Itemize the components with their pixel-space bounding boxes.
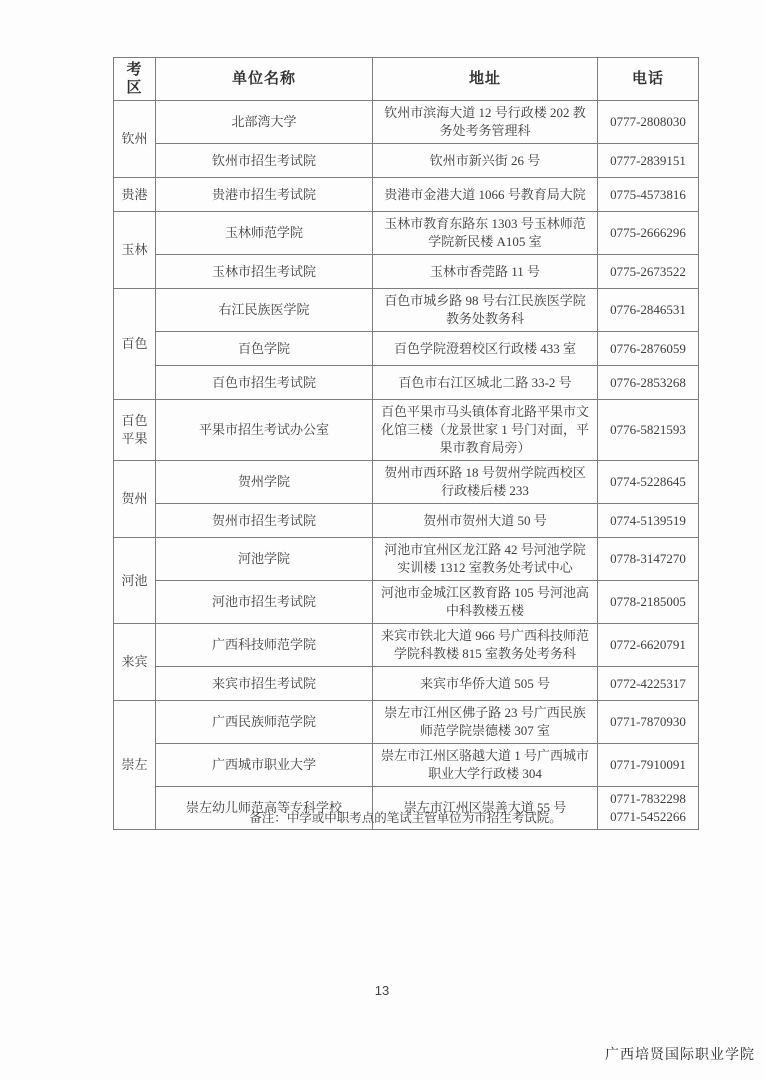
address-cell: 崇左市江州区佛子路 23 号广西民族师范学院崇德楼 307 室 <box>373 701 598 744</box>
table-row <box>114 400 699 461</box>
area-cell: 崇左 <box>114 701 156 830</box>
phone-cell: 0776-2853268 <box>598 366 699 400</box>
table-row <box>114 332 699 366</box>
phone-cell: 0776-2876059 <box>598 332 699 366</box>
table-row <box>114 366 699 400</box>
address-cell: 崇左市江州区骆越大道 1 号广西城市职业大学行政楼 304 <box>373 744 598 787</box>
area-cell: 贺州 <box>114 461 156 538</box>
unit-cell: 河池市招生考试院 <box>156 581 373 624</box>
table-row <box>114 744 699 787</box>
address-cell: 百色市右江区城北二路 33-2 号 <box>373 366 598 400</box>
phone-cell: 0778-3147270 <box>598 538 699 581</box>
phone-cell: 0771-7870930 <box>598 701 699 744</box>
exam-table-body <box>114 101 699 830</box>
unit-cell: 来宾市招生考试院 <box>156 667 373 701</box>
address-cell: 贺州市西环路 18 号贺州学院西校区行政楼后楼 233 <box>373 461 598 504</box>
area-cell: 百色平果 <box>114 400 156 461</box>
unit-cell: 百色市招生考试院 <box>156 366 373 400</box>
phone-cell: 0778-2185005 <box>598 581 699 624</box>
phone-cell: 0771-7832298 0771-5452266 <box>598 787 699 830</box>
table-footnote: 备注：中学或中职考点的笔试主管单位为市招生考试院。 <box>249 811 562 825</box>
unit-cell: 广西城市职业大学 <box>156 744 373 787</box>
unit-cell: 钦州市招生考试院 <box>156 144 373 178</box>
unit-cell: 贺州学院 <box>156 461 373 504</box>
phone-cell: 0771-7910091 <box>598 744 699 787</box>
area-cell: 百色 <box>114 289 156 400</box>
table-row <box>114 212 699 255</box>
table-row <box>114 101 699 144</box>
table-row <box>114 255 699 289</box>
address-cell: 崇左市江州区崇善大道 55 号 <box>373 787 598 830</box>
unit-cell: 右江民族医学院 <box>156 289 373 332</box>
address-cell: 百色市城乡路 98 号右江民族医学院教务处教务科 <box>373 289 598 332</box>
address-cell: 来宾市铁北大道 966 号广西科技师范学院科教楼 815 室教务处考务科 <box>373 624 598 667</box>
address-cell: 贵港市金港大道 1066 号教育局大院 <box>373 178 598 212</box>
address-cell: 百色学院澄碧校区行政楼 433 室 <box>373 332 598 366</box>
phone-cell: 0774-5228645 <box>598 461 699 504</box>
phone-cell: 0776-5821593 <box>598 400 699 461</box>
address-cell: 河池市宜州区龙江路 42 号河池学院实训楼 1312 室教务处考试中心 <box>373 538 598 581</box>
exam-locations-table <box>113 57 699 830</box>
area-cell: 贵港 <box>114 178 156 212</box>
area-cell: 河池 <box>114 538 156 624</box>
table-row <box>114 538 699 581</box>
unit-cell: 崇左幼儿师范高等专科学校 <box>156 787 373 830</box>
address-cell: 玉林市教育东路东 1303 号玉林师范学院新民楼 A105 室 <box>373 212 598 255</box>
unit-cell: 玉林师范学院 <box>156 212 373 255</box>
unit-cell: 广西科技师范学院 <box>156 624 373 667</box>
column-header-unit-name: 单位名称 <box>156 58 373 101</box>
phone-cell: 0775-2666296 <box>598 212 699 255</box>
area-cell: 来宾 <box>114 624 156 701</box>
address-cell: 百色平果市马头镇体育北路平果市文化馆三楼（龙景世家 1 号门对面，平果市教育局旁） <box>373 400 598 461</box>
phone-cell: 0774-5139519 <box>598 504 699 538</box>
phone-cell: 0777-2839151 <box>598 144 699 178</box>
phone-cell: 0775-2673522 <box>598 255 699 289</box>
table-row <box>114 581 699 624</box>
table-header-row <box>114 58 699 101</box>
table-row <box>114 701 699 744</box>
page-number: 13 <box>374 983 390 998</box>
unit-cell: 广西民族师范学院 <box>156 701 373 744</box>
column-header-address: 地址 <box>373 58 598 101</box>
address-cell: 来宾市华侨大道 505 号 <box>373 667 598 701</box>
table-row <box>114 144 699 178</box>
table-row <box>114 624 699 667</box>
table-row <box>114 461 699 504</box>
footer-brand: 广西培贤国际职业学院 <box>605 1048 755 1063</box>
phone-cell: 0772-4225317 <box>598 667 699 701</box>
phone-cell: 0776-2846531 <box>598 289 699 332</box>
unit-cell: 贵港市招生考试院 <box>156 178 373 212</box>
phone-cell: 0772-6620791 <box>598 624 699 667</box>
phone-cell: 0775-4573816 <box>598 178 699 212</box>
column-header-exam-area: 考区 <box>114 58 156 101</box>
address-cell: 玉林市香莞路 11 号 <box>373 255 598 289</box>
area-cell: 玉林 <box>114 212 156 289</box>
address-cell: 河池市金城江区教育路 105 号河池高中科教楼五楼 <box>373 581 598 624</box>
column-header-phone: 电话 <box>598 58 699 101</box>
area-cell: 钦州 <box>114 101 156 178</box>
phone-cell: 0777-2808030 <box>598 101 699 144</box>
table-row <box>114 504 699 538</box>
unit-cell: 百色学院 <box>156 332 373 366</box>
table-row <box>114 667 699 701</box>
unit-cell: 河池学院 <box>156 538 373 581</box>
address-cell: 钦州市新兴街 26 号 <box>373 144 598 178</box>
unit-cell: 北部湾大学 <box>156 101 373 144</box>
address-cell: 钦州市滨海大道 12 号行政楼 202 教务处考务管理科 <box>373 101 598 144</box>
address-cell: 贺州市贺州大道 50 号 <box>373 504 598 538</box>
table-row <box>114 178 699 212</box>
unit-cell: 贺州市招生考试院 <box>156 504 373 538</box>
table-row <box>114 289 699 332</box>
unit-cell: 玉林市招生考试院 <box>156 255 373 289</box>
unit-cell: 平果市招生考试办公室 <box>156 400 373 461</box>
